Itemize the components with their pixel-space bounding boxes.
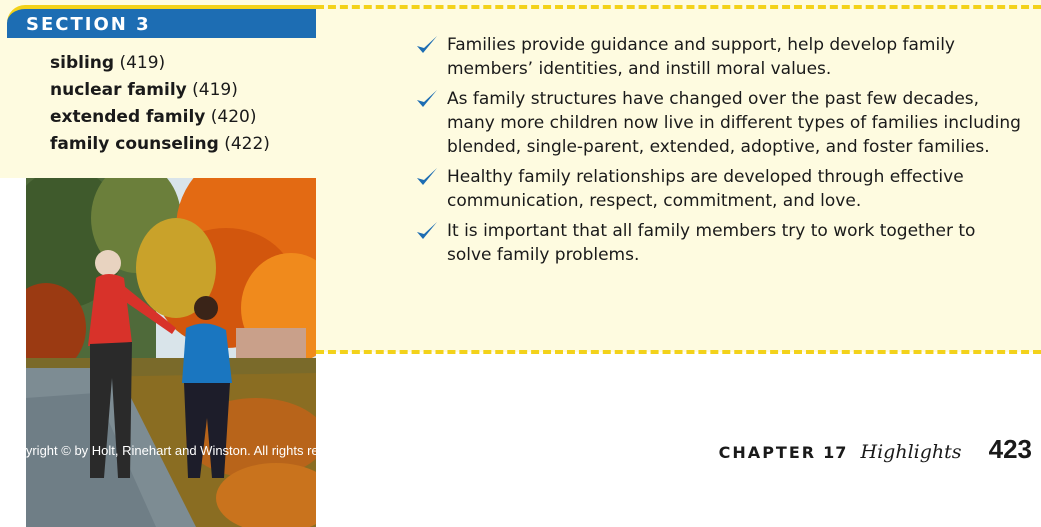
checkmark-icon [415,87,439,111]
highlight-item [415,87,1025,159]
running-footer [719,434,1032,465]
chapter-number: 17 [823,443,848,462]
section-tab [7,5,316,38]
highlight-text: Healthy family relationships are developed through effective communication, respect, commitment, and love. [447,167,964,211]
highlights-list [415,33,1025,273]
chapter-title: Highlights [860,441,962,463]
highlight-item [415,33,1025,81]
checkmark-icon [415,219,439,243]
family-walking-photo [26,178,316,527]
vocabulary-item [50,50,270,77]
copyright-notice: Copyright © by Holt, Rinehart and Winston. All rights reserved. [2,443,362,458]
vocabulary-list [50,50,270,158]
term-page: (419) [192,80,238,100]
highlight-item [415,219,1025,267]
page-number: 423 [988,434,1032,464]
term-page: (420) [210,107,257,127]
highlight-item [415,165,1025,213]
vocabulary-item [50,131,270,158]
term-page: (419) [119,53,166,73]
section-label: SECTION 3 [26,14,151,35]
term-name: nuclear family [50,80,187,100]
highlight-text: As family structures have changed over the past few decades, many more children now live in different types of families including blended, single-parent, extended, adoptive, and foster families. [447,89,1021,157]
chapter-label: CHAPTER [718,443,817,462]
vocabulary-item [50,104,270,131]
photo-illustration [26,178,316,527]
checkmark-icon [415,33,439,57]
term-name: extended family [50,107,206,127]
highlight-text: Families provide guidance and support, help develop family members’ identities, and instill moral values. [447,35,955,79]
top-dashed-border [316,5,1041,9]
vocabulary-item [50,77,270,104]
checkmark-icon [415,165,439,189]
term-name: sibling [50,53,115,73]
term-page: (422) [224,134,270,154]
highlight-text: It is important that all family members try to work together to solve family problems. [447,221,976,265]
term-name: family counseling [50,134,219,154]
bottom-dashed-border [316,350,1041,354]
